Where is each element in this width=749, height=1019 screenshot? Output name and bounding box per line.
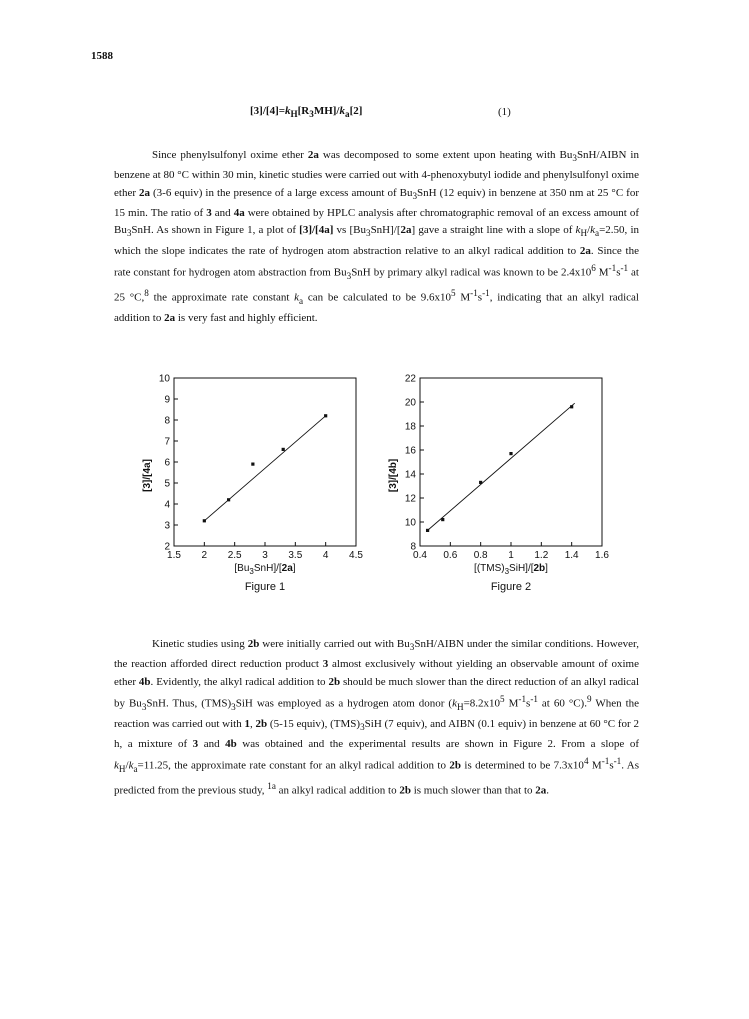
data-point — [570, 405, 573, 408]
x-tick-label: 2 — [201, 550, 208, 561]
x-tick-label: 4.5 — [349, 550, 363, 561]
y-tick-label: 14 — [404, 469, 416, 481]
y-tick-label: 20 — [404, 397, 416, 409]
y-tick-label: 22 — [404, 373, 416, 385]
y-tick-label: 8 — [164, 415, 170, 427]
y-tick-label: 3 — [164, 520, 170, 532]
plot-frame — [420, 378, 602, 546]
x-tick-label: 1.6 — [595, 550, 609, 561]
y-axis-label: [3]/[4a] — [142, 459, 153, 492]
data-point — [479, 481, 482, 484]
x-tick-label: 1 — [508, 550, 514, 561]
y-tick-label: 7 — [164, 436, 170, 448]
data-point — [251, 463, 254, 466]
paragraph-2: Kinetic studies using 2b were initially carried out with $Bu_3SnH$/AIBN under the similar conditions. However, the reaction afforded direct reduction product 3 almost exclusively without yielding an observable amount of oxime ether 4b. Evidently, the alkyl radical addition to 2b should be much slower than the direct reduction of an alkyl radical by $Bu_3SnH$. Thus, $(TMS)_3SiH$ was employed as a hydrogen atom donor ($k_H=8.2x10^5$ $M^{-1}s^{-1}$ at 60 °C).$^9$ When the reaction was carried out with 1, 2b (5-15 equiv), $(TMS)_3SiH$ (7 equiv), and AIBN (0.1 equiv) in benzene at 60 °C for 2 h, a mixture of 3 and 4b was obtained and the experimental results are shown in Figure 2. From a slope of $k_H/k_a=11.25$, the approximate rate constant for an alkyl radical addition to 2b is determined to be $7.3x10^4$ $M^{-1}s^{-1}$. As predicted from the previous study, $^{1a}$ an alkyl radical addition to 2b is much slower than that to 2a. — [114, 638, 640, 798]
x-tick-label: 0.6 — [443, 550, 458, 561]
y-tick-label: 5 — [164, 478, 170, 490]
data-point — [324, 414, 327, 417]
data-point — [426, 529, 429, 532]
fit-line — [428, 403, 575, 530]
figure-1-chart — [134, 370, 374, 600]
fit-line — [204, 416, 325, 521]
data-point — [441, 518, 444, 521]
figure-caption: Figure 2 — [490, 581, 532, 593]
plot-frame — [174, 378, 356, 546]
y-tick-label: 10 — [404, 517, 416, 529]
figure-caption: Figure 1 — [244, 581, 286, 593]
y-tick-label: 8 — [410, 541, 416, 553]
x-tick-label: 4 — [322, 550, 329, 561]
y-tick-label: 4 — [164, 499, 170, 511]
y-tick-label: 16 — [404, 445, 416, 457]
y-tick-label: 6 — [164, 457, 170, 469]
data-point — [227, 498, 230, 501]
data-point — [203, 519, 206, 522]
figure-2-chart — [380, 370, 620, 600]
y-tick-label: 9 — [164, 394, 170, 406]
data-point — [282, 448, 285, 451]
y-axis-label: [3]/[4b] — [388, 458, 399, 493]
equation-number: (1) — [498, 106, 511, 118]
data-point — [509, 452, 512, 455]
y-tick-label: 2 — [164, 541, 170, 553]
x-tick-label: 3.5 — [288, 550, 303, 561]
x-tick-label: 1.5 — [167, 550, 181, 561]
equation: $[3]/[4]=k_H[R_3MH]/k_a[2]$ — [250, 105, 363, 120]
x-axis-label: $[Bu_3SnH]/[2a]$ — [234, 563, 296, 576]
x-axis-label: $[(TMS)_3SiH]/[2b]$ — [474, 563, 548, 576]
x-tick-label: 1.2 — [534, 550, 549, 561]
page-number: 1588 — [91, 50, 113, 62]
y-tick-label: 18 — [404, 421, 416, 433]
x-tick-label: 1.4 — [564, 550, 579, 561]
paragraph-1: Since phenylsulfonyl oxime ether 2a was decomposed to some extent upon heating with $Bu_3SnH$/AIBN in benzene at 80 °C within 30 min, kinetic studies were carried out with 4-phenoxybutyl iodide and phenylsulfonyl oxime ether 2a (3-6 equiv) in the presence of a large excess amount of $Bu_3SnH$ (12 equiv) in benzene at 350 nm at 25 °C for 15 min. The ratio of 3 and 4a were obtained by HPLC analysis after chromatographic removal of an excess amount of $Bu_3SnH$. As shown in Figure 1, a plot of [3]/[4a] vs $[Bu_3SnH]/[2a]$ gave a straight line with a slope of $k_H/k_a=2.50$, in which the slope indicates the rate of hydrogen atom abstraction relative to an alkyl radical addition to 2a. Since the rate constant for hydrogen atom abstraction from $Bu_3SnH$ by primary alkyl radical was known to be $2.4x10^6$ $M^{-1}s^{-1}$ at 25 °C,$^8$ the approximate rate constant $k_a$ can be calculated to be $9.6x10^5$ $M^{-1}s^{-1}$, indicating that an alkyl radical addition to 2a is very fast and highly efficient. — [114, 149, 640, 324]
x-tick-label: 2.5 — [227, 550, 242, 561]
y-tick-label: 10 — [158, 373, 170, 385]
x-tick-label: 0.8 — [473, 550, 488, 561]
y-tick-label: 12 — [404, 493, 416, 505]
x-tick-label: 3 — [262, 550, 268, 561]
x-tick-label: 0.4 — [413, 550, 427, 561]
